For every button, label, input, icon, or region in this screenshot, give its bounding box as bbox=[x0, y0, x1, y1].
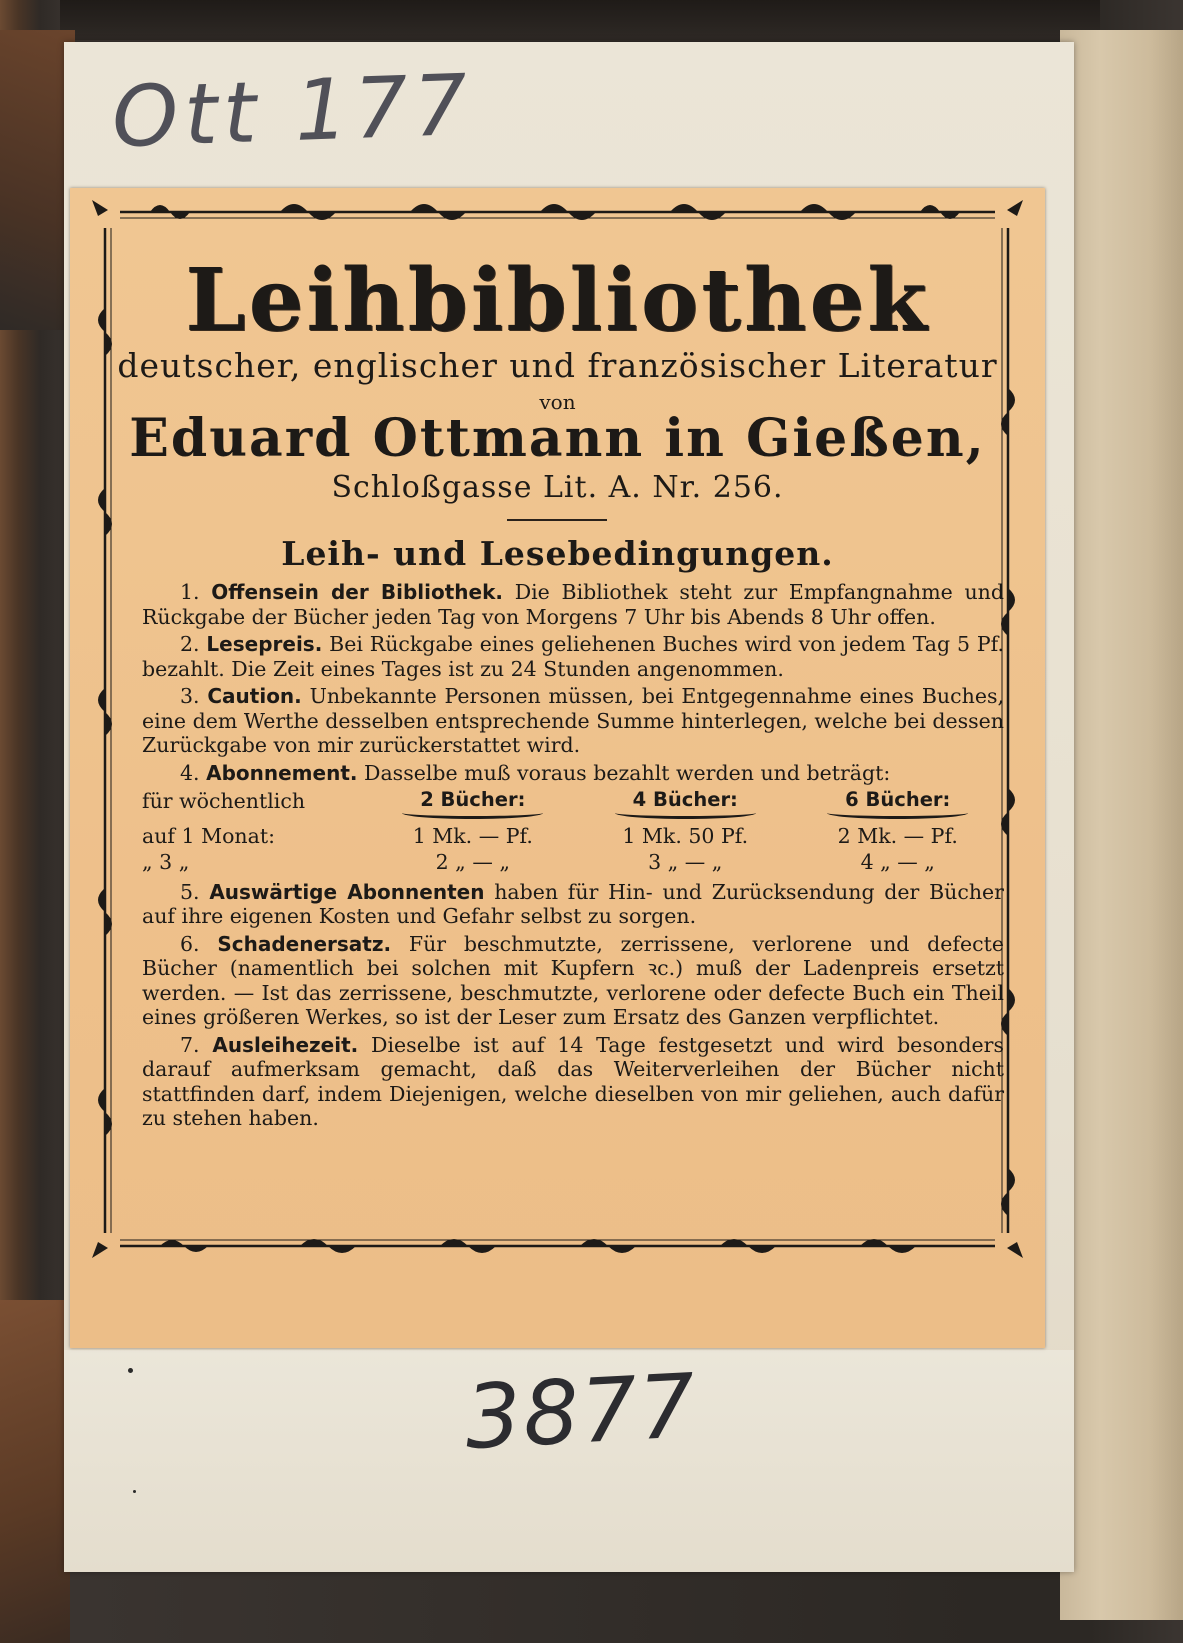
rule-1 bbox=[142, 580, 1004, 629]
rule-7 bbox=[142, 1033, 1004, 1131]
rule-number: 2. bbox=[180, 632, 200, 656]
rule-number: 7. bbox=[180, 1032, 200, 1057]
table-header-cell: 2 Bücher: bbox=[367, 788, 579, 823]
rule-text: Bei Rückgabe eines geliehenen Buches wird von jedem Tag 5 Pf. bezahlt. Die Zeit eines Tages ist zu 24 Stunden angenommen. bbox=[142, 632, 1004, 681]
rule-text: Dieselbe ist auf 14 Tage festgesetzt und wird besonders darauf aufmerksam gemacht, daß das Weiterverleihen der Bücher nicht stattfinden darf, indem Diejenigen, welche dieselben von mir geliehen, auch dafür zu stehen haben. bbox=[142, 1032, 1004, 1130]
rule-title: Offensein der Bibliothek. bbox=[211, 580, 503, 604]
handwritten-accession-number: 3877 bbox=[462, 1354, 700, 1469]
table-row bbox=[142, 823, 1004, 850]
price-table bbox=[142, 788, 1004, 876]
rule-5 bbox=[142, 880, 1004, 929]
conditions-list bbox=[142, 580, 1004, 1134]
table-header-cell: 4 Bücher: bbox=[579, 788, 791, 823]
rule-text: Die Bibliothek steht zur Empfangnahme und Rückgabe der Bücher jeden Tag von Morgens 7 Uhr bis Abends 8 Uhr offen. bbox=[142, 580, 1004, 629]
table-cell: 4 „ — „ bbox=[860, 850, 935, 874]
rule-2 bbox=[142, 632, 1004, 681]
rule-title: Ausleihezeit. bbox=[212, 1032, 359, 1057]
table-row bbox=[142, 849, 1004, 876]
table-cell: auf 1 Monat: bbox=[142, 823, 275, 848]
table-header-cell: für wöchentlich bbox=[142, 789, 306, 813]
board-top-edge bbox=[60, 0, 1100, 40]
rule-title: Abonnement. bbox=[206, 760, 358, 785]
rule-text: Unbekannte Personen müssen, bei Entgegennahme eines Buches, eine dem Werthe desselben entsprechende Summe hinterlegen, welche bei dessen Zurückgabe von mir zurückerstattet wird. bbox=[142, 684, 1004, 757]
rule-number: 4. bbox=[180, 760, 200, 785]
label-address: Schloßgasse Lit. A. Nr. 256. bbox=[331, 470, 784, 505]
rule-number: 6. bbox=[180, 931, 200, 956]
rule-4 bbox=[142, 761, 1004, 786]
table-cell: 2 „ — „ bbox=[435, 850, 510, 874]
label-owner: Eduard Ottmann in Gießen, bbox=[129, 408, 986, 469]
table-header-cell: 6 Bücher: bbox=[792, 788, 1005, 823]
separator-rule bbox=[507, 519, 607, 521]
conditions-heading: Leih- und Lesebedingungen. bbox=[281, 534, 834, 573]
label-von: von bbox=[539, 390, 576, 414]
table-cell: 3 „ — „ bbox=[648, 850, 723, 874]
rule-title: Caution. bbox=[207, 684, 302, 708]
handwritten-shelfmark: Ott 177 bbox=[110, 55, 475, 167]
table-cell: 2 Mk. — Pf. bbox=[837, 823, 958, 848]
rule-title: Schadenersatz. bbox=[217, 931, 392, 956]
ink-speck bbox=[133, 1490, 136, 1493]
rule-number: 3. bbox=[180, 684, 200, 708]
spine-hinge bbox=[1060, 30, 1183, 1620]
rule-6 bbox=[142, 932, 1004, 1030]
library-label bbox=[70, 188, 1045, 1348]
table-cell: „ 3 „ bbox=[142, 850, 190, 874]
price-table-header bbox=[142, 788, 1004, 823]
label-subtitle: deutscher, englischer und französischer Literatur bbox=[117, 346, 998, 385]
table-cell: 1 Mk. 50 Pf. bbox=[622, 823, 749, 848]
rule-text: Für beschmutzte, zerrissene, verlorene und defecte Bücher (namentlich bei solchen mit Kupfern ꝛc.) muß der Ladenpreis ersetzt werden. — Ist das zerrissene, beschmutzte, verlorene oder defecte Buch ein Theil eines größeren Werkes, so ist der Leser zum Ersatz des Ganzen verpflichtet. bbox=[142, 931, 1004, 1029]
rule-title: Lesepreis. bbox=[206, 632, 323, 656]
rule-text: haben für Hin- und Zurücksendung der Bücher auf ihre eigenen Kosten und Gefahr selbst zu sorgen. bbox=[142, 879, 1004, 928]
rule-3 bbox=[142, 684, 1004, 758]
rule-number: 5. bbox=[180, 879, 200, 904]
label-title: Leihbibliothek bbox=[185, 250, 930, 351]
rule-number: 1. bbox=[180, 580, 200, 604]
table-cell: 1 Mk. — Pf. bbox=[412, 823, 533, 848]
leather-corner-bottom bbox=[0, 1300, 70, 1643]
ink-speck bbox=[128, 1368, 133, 1373]
rule-text: Dasselbe muß voraus bezahlt werden und beträgt: bbox=[364, 760, 891, 785]
rule-title: Auswärtige Abonnenten bbox=[209, 879, 485, 904]
